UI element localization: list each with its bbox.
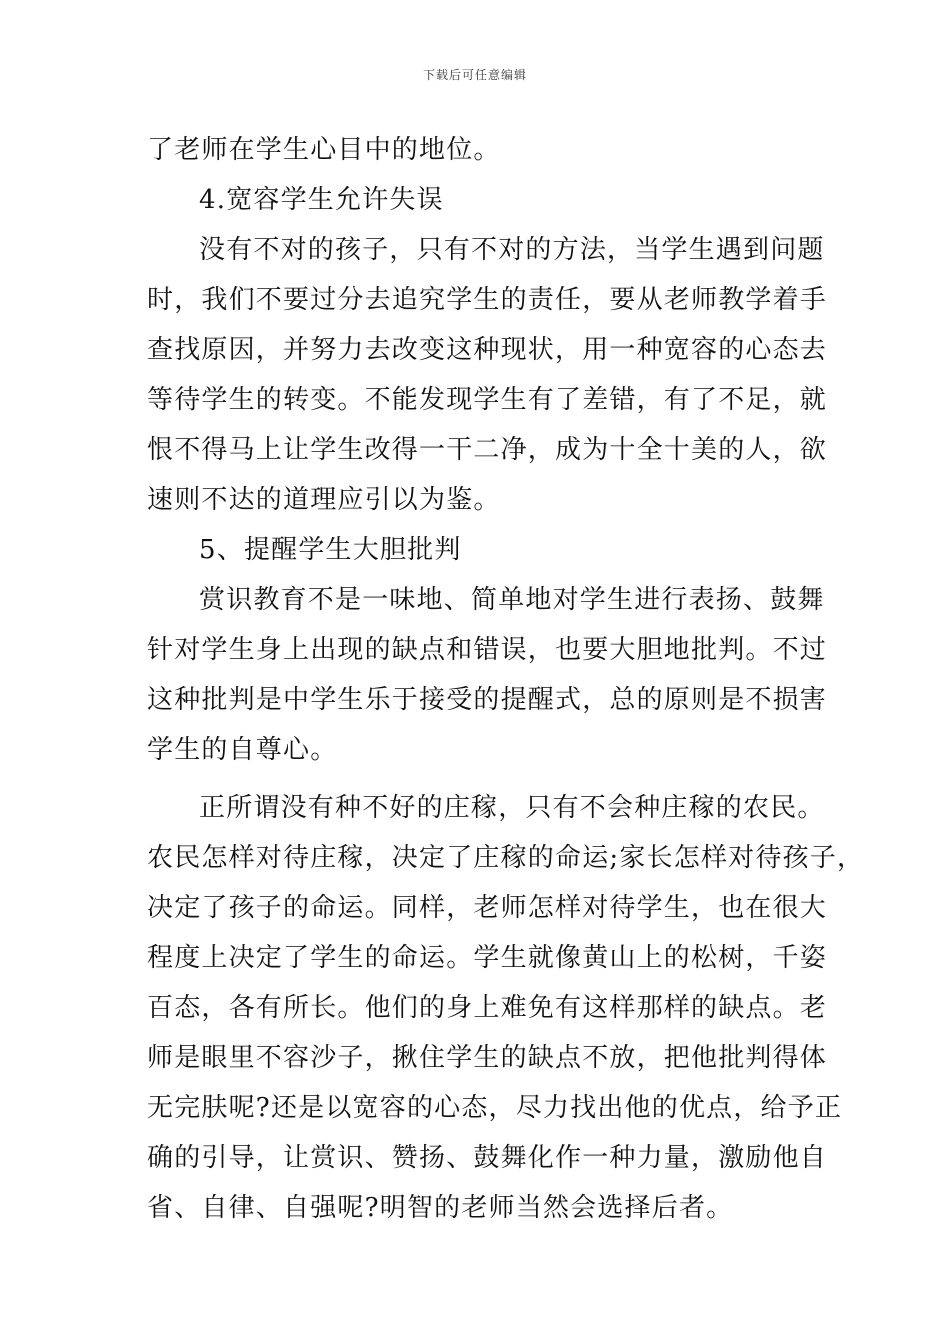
body-text	[147, 125, 865, 1233]
text-line: 赏识教育不是一味地、简单地对学生进行表扬、鼓舞	[199, 585, 825, 615]
text-line: 这种批判是中学生乐于接受的提醒式，总的原则是不损害	[147, 685, 828, 715]
text-line: 等待学生的转变。不能发现学生有了差错，有了不足，就	[147, 385, 828, 415]
text-line: 查找原因，并努力去改变这种现状，用一种宽容的心态去	[147, 335, 828, 365]
text-line: 百态，各有所长。他们的身上难免有这样那样的缺点。老	[147, 993, 828, 1023]
text-line: 确的引导，让赏识、赞扬、鼓舞化作一种力量，激励他自	[147, 1143, 828, 1173]
text-line: 决定了孩子的命运。同样，老师怎样对待学生，也在很大	[147, 893, 828, 923]
text-line: 时，我们不要过分去追究学生的责任，要从老师教学着手	[147, 285, 828, 315]
text-line: 无完肤呢?还是以宽容的心态，尽力找出他的优点，给予正	[147, 1093, 843, 1123]
section-heading-4: 4.宽容学生允许失误	[199, 185, 444, 215]
header-note: 下载后可任意编辑	[422, 68, 527, 82]
paragraph-spacer	[147, 775, 817, 783]
text-line: 省、自律、自强呢?明智的老师当然会选择后者。	[147, 1193, 734, 1223]
text-line: 恨不得马上让学生改得一干二净，成为十全十美的人，欲	[147, 435, 828, 465]
text-line: 了老师在学生心目中的地位。	[147, 135, 501, 165]
text-line: 农民怎样对待庄稼，决定了庄稼的命运;家长怎样对待孩子，	[147, 843, 865, 873]
text-line: 速则不达的道理应引以为鉴。	[147, 485, 501, 515]
text-line: 没有不对的孩子，只有不对的方法，当学生遇到问题	[199, 235, 825, 265]
section-heading-5: 5、提醒学生大胆批判	[199, 535, 462, 565]
text-line: 正所谓没有种不好的庄稼，只有不会种庄稼的农民。	[199, 793, 825, 823]
text-line: 程度上决定了学生的命运。学生就像黄山上的松树，千姿	[147, 943, 828, 973]
text-line: 针对学生身上出现的缺点和错误，也要大胆地批判。不过	[147, 635, 828, 665]
text-line: 学生的自尊心。	[147, 735, 338, 765]
text-line: 师是眼里不容沙子，揪住学生的缺点不放，把他批判得体	[147, 1043, 828, 1073]
